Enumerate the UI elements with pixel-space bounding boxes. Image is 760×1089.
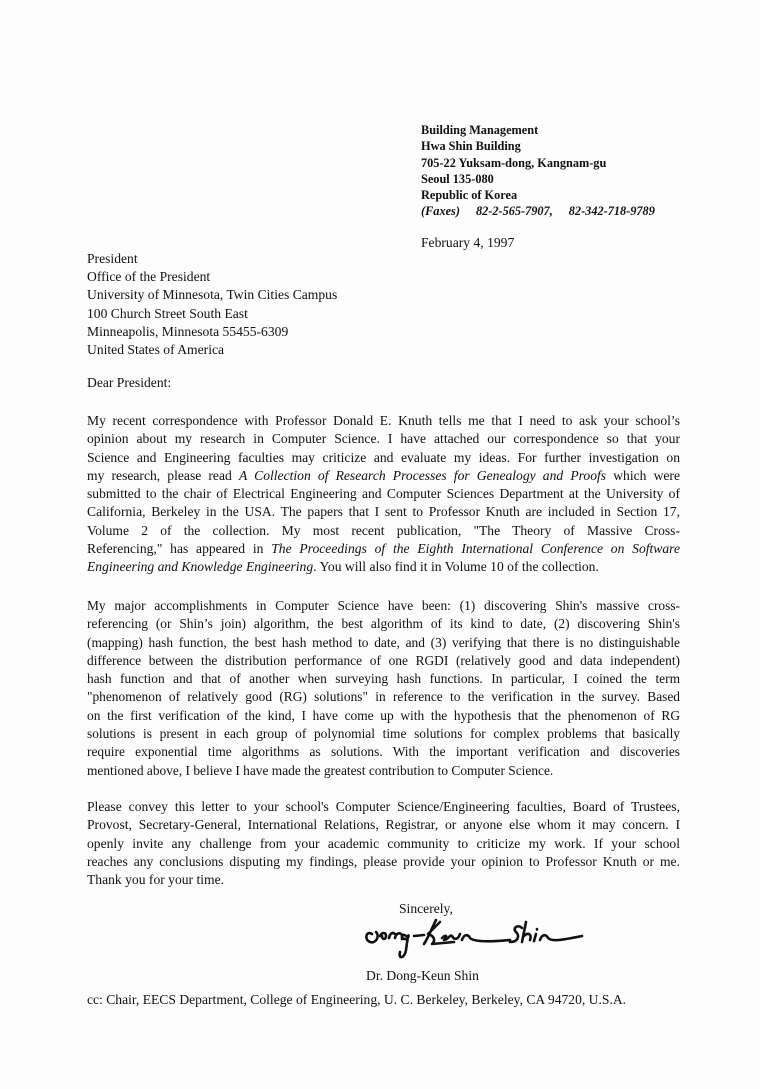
paragraph-line bbox=[87, 558, 680, 576]
sender-fax-line bbox=[421, 203, 655, 219]
fax-label: (Faxes) bbox=[421, 204, 460, 219]
paragraph-line bbox=[87, 540, 680, 558]
paragraph-line: on the first verification of the kind, I have come up with the hypothesis that the phenomenon of RG bbox=[87, 707, 680, 723]
text-run: which were bbox=[606, 467, 680, 483]
recipient-line: Minneapolis, Minnesota 55455-6309 bbox=[87, 323, 289, 339]
book-title: A Collection of Research Processes for Genealogy and Proofs bbox=[238, 467, 607, 483]
paragraph-line: require exponential time algorithms as solutions. With the important verification and discoveries bbox=[87, 744, 680, 760]
paragraph-line: My recent correspondence with Professor Donald E. Knuth tells me that I need to ask your school’s bbox=[87, 413, 680, 428]
signer-name: Dr. Dong-Keun Shin bbox=[366, 968, 479, 983]
paragraph-line: referencing (or Shin’s join) algorithm, the best algorithm of its kind to date, (2) discovering Shin's bbox=[87, 616, 680, 632]
paragraph-line: Provost, Secretary-General, International Relations, Registrar, or anyone else whom it may concern. I bbox=[87, 817, 680, 833]
paragraph-line: "phenomenon of relatively good (RG) solutions" in reference to the verification in the survey. Based bbox=[87, 689, 680, 705]
recipient-line: 100 Church Street South East bbox=[87, 305, 248, 321]
sender-line: Republic of Korea bbox=[421, 188, 518, 203]
body-paragraph-3 bbox=[87, 798, 680, 889]
fax-number: 82-342-718-9789 bbox=[568, 204, 655, 219]
paragraph-line: (mapping) hash function, the best hash method to date, and (3) verifying that there is no distinguishable bbox=[87, 634, 680, 650]
sender-address-block bbox=[421, 122, 655, 220]
recipient-line: Office of the President bbox=[87, 269, 211, 285]
paragraph-line: openly invite any challenge from your academic community to criticize my work. If your school bbox=[87, 835, 680, 851]
recipient-line: University of Minnesota, Twin Cities Campus bbox=[87, 287, 338, 303]
text-run: my research, please read bbox=[87, 467, 239, 483]
paragraph-line: My major accomplishments in Computer Science have been: (1) discovering Shin's massive cross- bbox=[87, 598, 680, 613]
paragraph-line: difference between the distribution performance of one RGDI (relatively good and data independent) bbox=[87, 652, 680, 668]
paragraph-line: Thank you for your time. bbox=[87, 872, 225, 888]
body-paragraph-2 bbox=[87, 597, 680, 780]
letter-date: February 4, 1997 bbox=[421, 235, 515, 250]
paragraph-line: solutions is present in each group of polynomial time solutions for complex problems that basically bbox=[87, 726, 680, 742]
recipient-line: President bbox=[87, 251, 138, 266]
fax-number: 82-2-565-7907, bbox=[475, 204, 553, 219]
paragraph-line bbox=[87, 467, 680, 485]
paragraph-line: reaches any conclusions disputing my findings, please provide your opinion to Professor Knuth or me. bbox=[87, 853, 680, 869]
paragraph-line: submitted to the chair of Electrical Engineering and Computer Sciences Department at the University of bbox=[87, 486, 680, 502]
salutation: Dear President: bbox=[87, 375, 172, 390]
closing: Sincerely, bbox=[399, 901, 453, 916]
text-run: . You will also find it in Volume 10 of the collection. bbox=[313, 559, 599, 575]
sender-line: 705-22 Yuksam-dong, Kangnam-gu bbox=[421, 155, 607, 170]
paragraph-line: Volume 2 of the collection. My most recent publication, "The Theory of Massive Cross- bbox=[87, 522, 680, 538]
paragraph-line: Please convey this letter to your school's Computer Science/Engineering faculties, Board of Trustees, bbox=[87, 799, 680, 814]
recipient-line: United States of America bbox=[87, 342, 225, 358]
proceedings-title: Engineering and Knowledge Engineering bbox=[87, 559, 314, 575]
paragraph-line: Science and Engineering faculties may criticize and evaluate my ideas. For further investigation on bbox=[87, 449, 680, 465]
sender-line: Building Management bbox=[421, 123, 539, 137]
recipient-address-block bbox=[87, 250, 337, 359]
text-run: Referencing," has appeared in bbox=[87, 541, 272, 557]
handwritten-signature-icon bbox=[362, 914, 587, 966]
body-paragraph-1 bbox=[87, 412, 680, 577]
paragraph-line: mentioned above, I believe I have made the greatest contribution to Computer Science. bbox=[87, 762, 554, 778]
paragraph-line: opinion about my research in Computer Science. I have attached our correspondence so that your bbox=[87, 431, 680, 447]
paragraph-line: California, Berkeley in the USA. The papers that I sent to Professor Knuth are included in Section 17, bbox=[87, 504, 680, 520]
cc-line: cc: Chair, EECS Department, College of Engineering, U. C. Berkeley, Berkeley, CA 94720, U.S.A. bbox=[87, 992, 627, 1007]
sender-line: Hwa Shin Building bbox=[421, 139, 521, 154]
sender-line: Seoul 135-080 bbox=[421, 171, 494, 186]
proceedings-title: The Proceedings of the Eighth International Conference on Software bbox=[271, 541, 680, 557]
paragraph-line: hash function and that of another when surveying hash functions. In particular, I coined the term bbox=[87, 671, 680, 687]
